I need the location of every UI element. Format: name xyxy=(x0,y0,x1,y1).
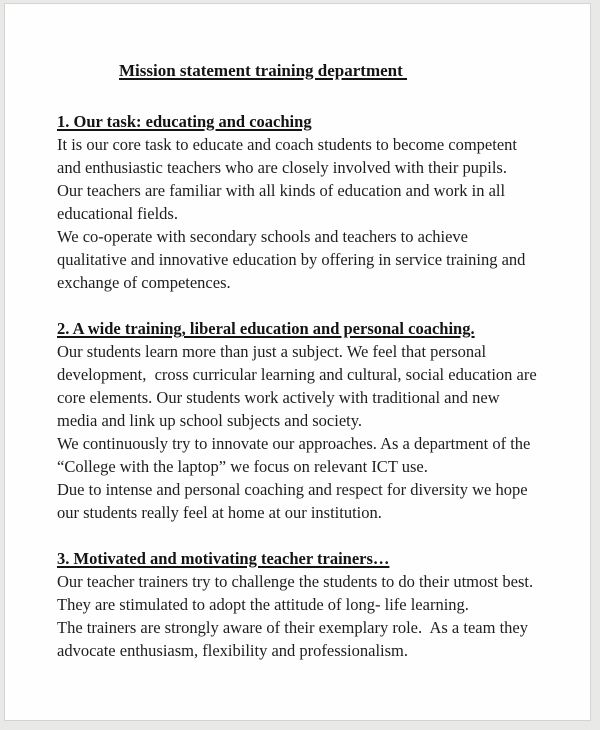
text-line: “College with the laptop” we focus on relevant ICT use. xyxy=(57,457,428,476)
document-title: Mission statement training department xyxy=(119,61,408,80)
text-line: qualitative and innovative education by offering in service training and xyxy=(57,250,526,269)
document-page xyxy=(4,3,591,721)
document-content xyxy=(5,4,590,662)
text-line: Our students learn more than just a subject. We feel that personal xyxy=(57,342,487,361)
text-line: Due to intense and personal coaching and respect for diversity we hope xyxy=(57,480,528,499)
text-line: We co-operate with secondary schools and teachers to achieve xyxy=(57,227,468,246)
text-line: We continuously try to innovate our approaches. As a department of the xyxy=(57,434,531,453)
text-line: They are stimulated to adopt the attitude of long- life learning. xyxy=(57,595,469,614)
text-line: exchange of competences. xyxy=(57,273,231,292)
blank-line xyxy=(57,82,560,110)
section-2-heading: 2. A wide training, liberal education and personal coaching. xyxy=(57,319,475,338)
text-line: Our teacher trainers try to challenge the students to do their utmost best. xyxy=(57,572,534,591)
text-line: our students really feel at home at our institution. xyxy=(57,503,382,522)
text-line: core elements. Our students work actively with traditional and new xyxy=(57,388,500,407)
section-3-heading: 3. Motivated and motivating teacher trainers… xyxy=(57,549,390,568)
text-line: advocate enthusiasm, flexibility and professionalism. xyxy=(57,641,409,660)
section-1-heading: 1. Our task: educating and coaching xyxy=(57,112,312,131)
text-line: development, cross curricular learning and cultural, social education are xyxy=(57,365,537,384)
text-line: media and link up school subjects and society. xyxy=(57,411,363,430)
text-line: and enthusiastic teachers who are closely involved with their pupils. xyxy=(57,158,507,177)
text-line: The trainers are strongly aware of their exemplary role. As a team they xyxy=(57,618,528,637)
text-line: Our teachers are familiar with all kinds of education and work in all xyxy=(57,181,506,200)
blank-line xyxy=(57,294,560,317)
text-line: It is our core task to educate and coach students to become competent xyxy=(57,135,518,154)
blank-line xyxy=(57,524,560,547)
text-line: educational fields. xyxy=(57,204,178,223)
